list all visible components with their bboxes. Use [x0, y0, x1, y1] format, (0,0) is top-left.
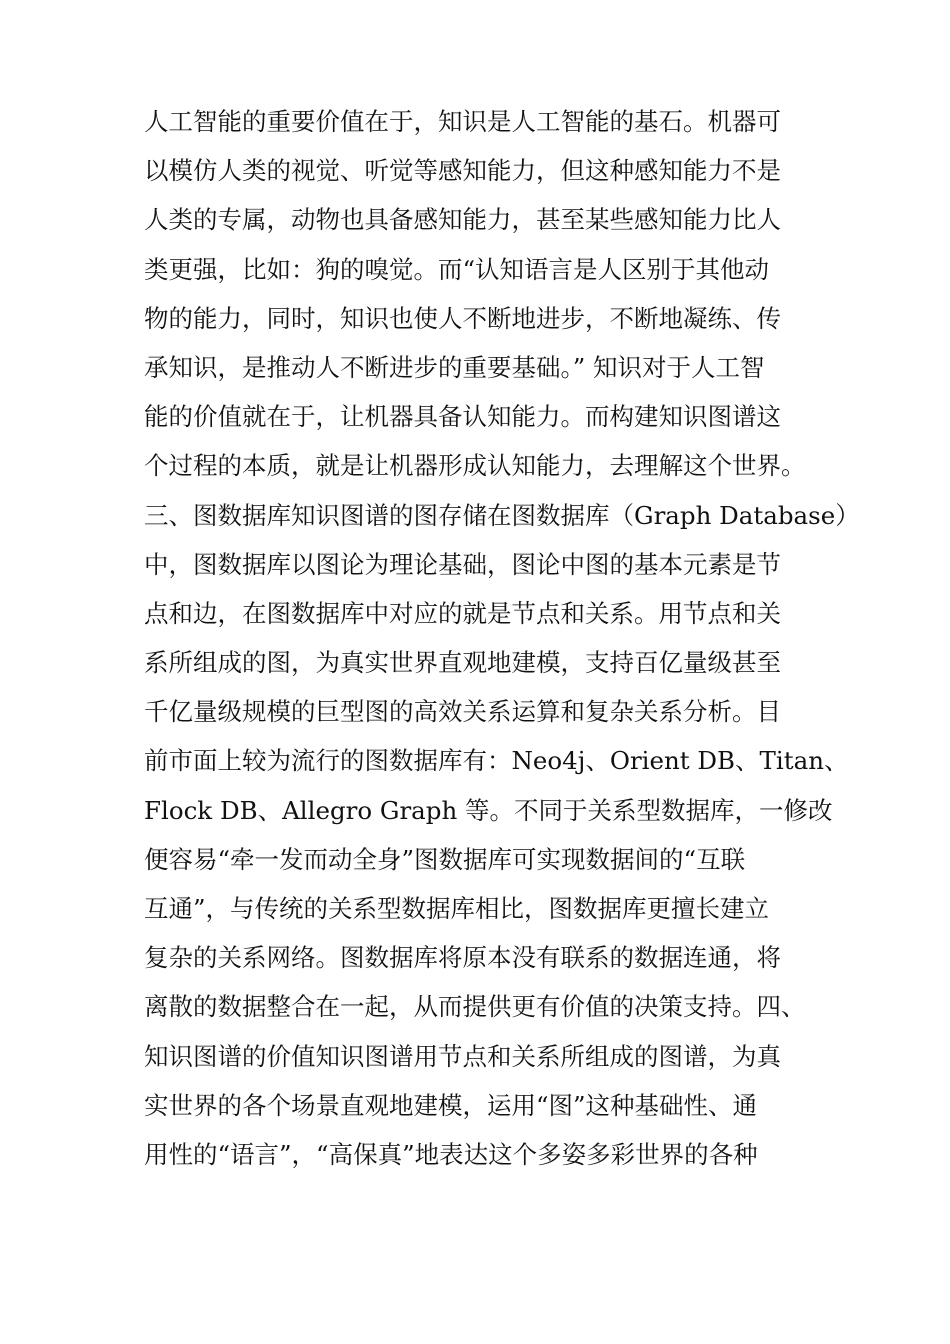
- text-line: 系所组成的图，为真实世界直观地建模，支持百亿量级甚至: [144, 648, 781, 678]
- text-line: 以模仿人类的视觉、听觉等感知能力，但这种感知能力不是: [144, 156, 781, 186]
- body-text: [144, 97, 860, 1179]
- text-line: 复杂的关系网络。图数据库将原本没有联系的数据连通，将: [144, 943, 781, 973]
- text-line: 千亿量级规模的巨型图的高效关系运算和复杂关系分析。目: [144, 697, 781, 727]
- text-line: 承知识，是推动人不断进步的重要基础。” 知识对于人工智: [144, 352, 765, 382]
- text-line: 前市面上较为流行的图数据库有：Neo4j、Orient DB、Titan、: [144, 746, 849, 776]
- text-line: 人工智能的重要价值在于，知识是人工智能的基石。机器可: [144, 107, 781, 136]
- text-line: 互通”，与传统的关系型数据库相比，图数据库更擅长建立: [144, 894, 770, 923]
- text-line: 能的价值就在于，让机器具备认知能力。而构建知识图谱这: [144, 402, 781, 432]
- text-line: Flock DB、Allegro Graph 等。不同于关系型数据库，一修改: [144, 795, 833, 825]
- text-line: 物的能力，同时，知识也使人不断地进步，不断地凝练、传: [144, 303, 781, 333]
- text-line: 离散的数据整合在一起，从而提供更有价值的决策支持。四、: [144, 992, 806, 1022]
- text-line: 个过程的本质，就是让机器形成认知能力，去理解这个世界。: [144, 451, 806, 481]
- text-line: 用性的“语言”，“高保真”地表达这个多姿多彩世界的各种: [144, 1139, 758, 1169]
- text-line: 人类的专属，动物也具备感知能力，甚至某些感知能力比人: [144, 205, 781, 235]
- text-line: 点和边，在图数据库中对应的就是节点和关系。用节点和关: [144, 598, 781, 628]
- text-line: 类更强，比如：狗的嗅觉。而“认知语言是人区别于其他动: [144, 254, 770, 284]
- text-line: 实世界的各个场景直观地建模，运用“图”这种基础性、通: [144, 1090, 758, 1120]
- text-line: 便容易“牵一发而动全身”图数据库可实现数据间的“互联: [144, 844, 746, 874]
- text-line: 知识图谱的价值知识图谱用节点和关系所组成的图谱，为真: [144, 1041, 781, 1071]
- text-line: 三、图数据库知识图谱的图存储在图数据库（Graph Database）: [144, 500, 860, 530]
- text-line: 中，图数据库以图论为理论基础，图论中图的基本元素是节: [144, 549, 781, 579]
